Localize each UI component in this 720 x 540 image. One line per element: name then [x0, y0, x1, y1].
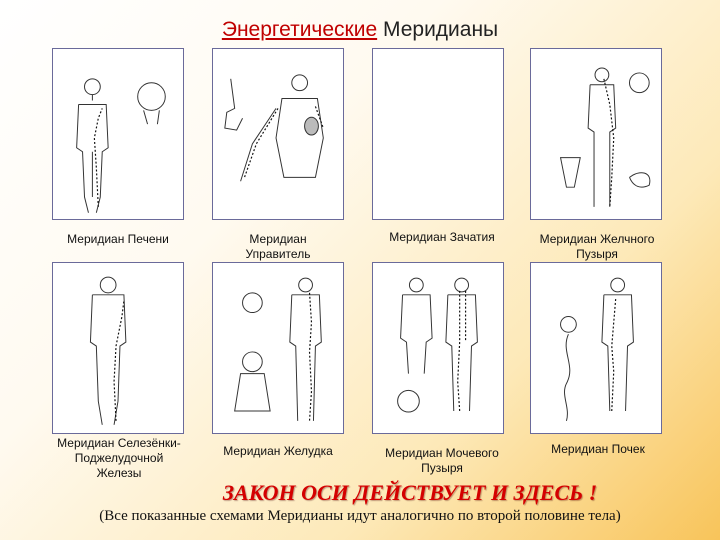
caption-line: Меридиан Почек [551, 442, 645, 456]
title-rest: Меридианы [377, 18, 499, 41]
caption-conception-meridian [372, 230, 512, 245]
bladder-meridian-figure [373, 263, 503, 433]
slide-title [0, 18, 720, 42]
panel-kidney-meridian [530, 262, 662, 434]
caption-line: Пузыря [421, 461, 463, 475]
spleen-pancreas-meridian-figure [53, 263, 183, 433]
caption-line: Меридиан [249, 232, 307, 246]
governing-meridian-figure [213, 49, 343, 219]
caption-line: Меридиан Селезёнки- [57, 436, 181, 450]
caption-liver-meridian [52, 232, 184, 247]
panel-spleen-pancreas-meridian [52, 262, 184, 434]
caption-spleen-pancreas-meridian [38, 436, 200, 481]
gallbladder-meridian-figure [531, 49, 661, 219]
caption-kidney-meridian [528, 442, 668, 457]
caption-line: Поджелудочной [74, 451, 164, 465]
caption-line: Меридиан Желчного [539, 232, 655, 246]
title-highlight: Энергетические [221, 18, 378, 41]
caption-line: Меридиан Мочевого [385, 446, 499, 460]
panel-liver-meridian [52, 48, 184, 220]
stomach-meridian-figure [213, 263, 343, 433]
caption-stomach-meridian [202, 444, 354, 459]
panel-stomach-meridian [212, 262, 344, 434]
kidney-meridian-figure [531, 263, 661, 433]
caption-line: Управитель [245, 247, 311, 261]
panel-bladder-meridian [372, 262, 504, 434]
panel-governing-meridian [212, 48, 344, 220]
caption-line: Меридиан Печени [67, 232, 169, 246]
footnote: (Все показанные схемами Меридианы идут аналогично по второй половине тела) [99, 508, 621, 524]
conception-meridian-figure [373, 49, 503, 219]
caption-line: Железы [96, 466, 142, 480]
caption-gallbladder-meridian [522, 232, 672, 262]
liver-meridian-figure [53, 49, 183, 219]
caption-line: Пузыря [576, 247, 618, 261]
panel-conception-meridian [372, 48, 504, 220]
panel-gallbladder-meridian [530, 48, 662, 220]
caption-line: Меридиан Желудка [223, 444, 333, 458]
caption-governing-meridian [212, 232, 344, 262]
caption-line: Меридиан Зачатия [389, 230, 495, 244]
law-statement: ЗАКОН ОСИ ДЕЙСТВУЕТ И ЗДЕСЬ ! [222, 480, 598, 505]
caption-bladder-meridian [362, 446, 522, 476]
